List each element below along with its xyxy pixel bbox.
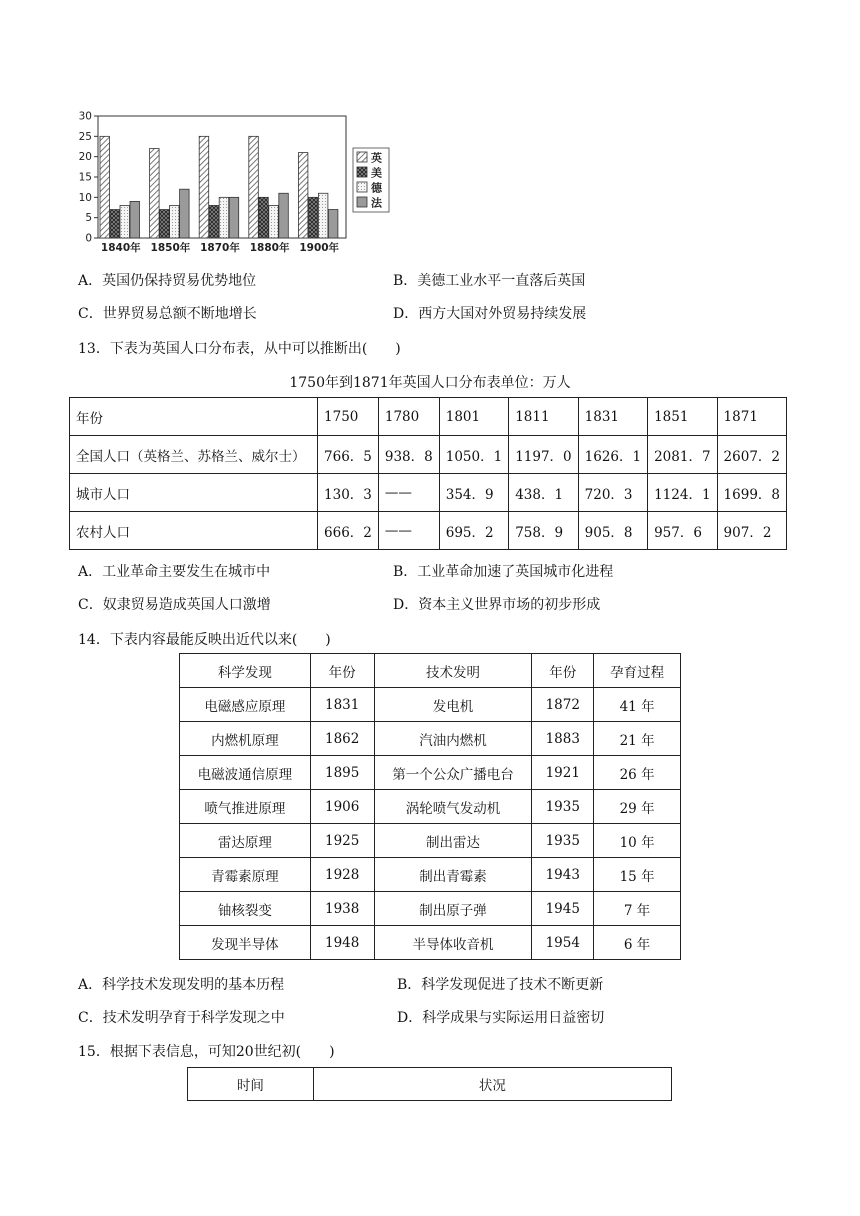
x-tick-label: 1850年 bbox=[150, 242, 191, 254]
science-table-cell: 半导体收音机 bbox=[374, 926, 532, 960]
population-table-cell: 938．8 bbox=[378, 436, 439, 474]
population-table-cell: —— bbox=[378, 474, 439, 512]
legend-swatch bbox=[357, 167, 367, 177]
bar-美 bbox=[110, 210, 120, 238]
population-table-cell: 695．2 bbox=[439, 512, 508, 550]
trade-bar-chart bbox=[70, 108, 400, 256]
science-table-cell: 1945 bbox=[532, 892, 594, 926]
science-table-row bbox=[180, 858, 681, 892]
science-table-header-row bbox=[180, 654, 681, 688]
bar-德 bbox=[269, 205, 279, 238]
bar-德 bbox=[170, 205, 180, 238]
science-table-row bbox=[180, 790, 681, 824]
y-tick-label: 20 bbox=[78, 151, 92, 164]
x-tick-label: 1840年 bbox=[100, 242, 141, 254]
science-table-cell: 1872 bbox=[532, 688, 594, 722]
q13-option-b: B．工业革命加速了英国城市化进程 bbox=[393, 564, 614, 580]
q13-option-c: C．奴隶贸易造成英国人口激增 bbox=[78, 597, 271, 613]
chart-bars bbox=[100, 136, 338, 238]
science-table-header-cell: 孕育过程 bbox=[594, 654, 681, 688]
population-table-cell: 城市人口 bbox=[70, 474, 318, 512]
population-table-row bbox=[70, 474, 787, 512]
science-table-cell: 制出青霉素 bbox=[374, 858, 532, 892]
bar-美 bbox=[308, 197, 318, 238]
q15-table-header-row bbox=[188, 1068, 672, 1101]
science-table-cell: 1935 bbox=[532, 790, 594, 824]
q14-stem: 14．下表内容最能反映出近代以来( ) bbox=[78, 632, 331, 648]
bar-英 bbox=[249, 136, 258, 238]
population-table-cell: 130．3 bbox=[318, 474, 379, 512]
science-table-cell: 涡轮喷气发动机 bbox=[374, 790, 532, 824]
legend-label: 英 bbox=[371, 151, 382, 165]
science-table-cell: 15 年 bbox=[594, 858, 681, 892]
science-table-cell: 制出原子弹 bbox=[374, 892, 532, 926]
bar-法 bbox=[130, 201, 140, 238]
population-table-cell: 1626．1 bbox=[578, 436, 647, 474]
chart-x-labels bbox=[101, 241, 340, 254]
x-tick-label: 1880年 bbox=[249, 242, 290, 254]
population-table-cell: 全国人口（英格兰、苏格兰、威尔士） bbox=[70, 436, 318, 474]
population-table-header-cell: 1801 bbox=[439, 398, 508, 436]
legend-swatch bbox=[357, 152, 367, 162]
q14-option-a: A．科学技术发现发明的基本历程 bbox=[78, 977, 285, 993]
science-table-row bbox=[180, 926, 681, 960]
x-tick-label: 1900年 bbox=[299, 242, 340, 254]
population-table-cell: 1124．1 bbox=[648, 474, 717, 512]
population-table-cell: 907．2 bbox=[717, 512, 786, 550]
population-table-header-cell: 1811 bbox=[509, 398, 578, 436]
bar-英 bbox=[298, 153, 308, 238]
q13-option-d: D．资本主义世界市场的初步形成 bbox=[393, 597, 601, 613]
science-table-cell: 制出雷达 bbox=[374, 824, 532, 858]
science-table-cell: 6 年 bbox=[594, 926, 681, 960]
legend-label: 美 bbox=[371, 166, 382, 180]
y-tick-label: 10 bbox=[78, 191, 92, 204]
y-tick-label: 0 bbox=[85, 232, 92, 245]
population-table-cell: 1699．8 bbox=[717, 474, 786, 512]
science-technology-table bbox=[179, 653, 681, 960]
science-table-row bbox=[180, 824, 681, 858]
science-table-cell: 21 年 bbox=[594, 722, 681, 756]
science-table-cell: 7 年 bbox=[594, 892, 681, 926]
bar-英 bbox=[199, 136, 209, 238]
y-tick-label: 15 bbox=[78, 171, 92, 184]
population-table-cell: 1050．1 bbox=[439, 436, 508, 474]
science-table-row bbox=[180, 892, 681, 926]
q14-option-c: C．技术发明孕育于科学发现之中 bbox=[78, 1010, 285, 1026]
population-table-cell: 438．1 bbox=[509, 474, 578, 512]
science-table-cell: 29 年 bbox=[594, 790, 681, 824]
science-table-cell: 41 年 bbox=[594, 688, 681, 722]
population-table-row bbox=[70, 512, 787, 550]
population-table-cell: 农村人口 bbox=[70, 512, 318, 550]
x-tick-label: 1870年 bbox=[200, 242, 240, 254]
bar-法 bbox=[328, 210, 338, 238]
science-table-cell: 电磁感应原理 bbox=[180, 688, 311, 722]
science-table-cell: 青霉素原理 bbox=[180, 858, 311, 892]
population-table-header-cell: 1750 bbox=[318, 398, 379, 436]
population-table-row bbox=[70, 436, 787, 474]
population-table-cell: 905．8 bbox=[578, 512, 647, 550]
population-table bbox=[69, 397, 787, 550]
science-table-cell: 1883 bbox=[532, 722, 594, 756]
science-table-header-cell: 技术发明 bbox=[374, 654, 532, 688]
population-table-cell: 666．2 bbox=[318, 512, 379, 550]
population-table-cell: 1197．0 bbox=[509, 436, 578, 474]
population-table-cell: 957．6 bbox=[648, 512, 717, 550]
science-table-cell: 1943 bbox=[532, 858, 594, 892]
bar-法 bbox=[279, 193, 289, 238]
population-table-cell: 720．3 bbox=[578, 474, 647, 512]
science-table-cell: 发现半导体 bbox=[180, 926, 311, 960]
population-table-header-cell: 1851 bbox=[648, 398, 717, 436]
science-table-cell: 1862 bbox=[310, 722, 374, 756]
population-table-header-cell: 年份 bbox=[70, 398, 318, 436]
q12-option-b: B．美德工业水平一直落后英国 bbox=[393, 273, 586, 289]
q13-stem: 13．下表为英国人口分布表，从中可以推断出( ) bbox=[78, 341, 401, 357]
population-table-cell: 2081．7 bbox=[648, 436, 717, 474]
science-table-cell: 电磁波通信原理 bbox=[180, 756, 311, 790]
chart-legend bbox=[353, 148, 389, 212]
bar-法 bbox=[229, 197, 239, 238]
science-table-cell: 1948 bbox=[310, 926, 374, 960]
bar-法 bbox=[180, 189, 190, 238]
science-table-header-cell: 年份 bbox=[532, 654, 594, 688]
science-table-row bbox=[180, 756, 681, 790]
q14-option-d: D．科学成果与实际运用日益密切 bbox=[397, 1010, 605, 1026]
science-table-cell: 10 年 bbox=[594, 824, 681, 858]
legend-swatch bbox=[357, 197, 367, 207]
q13-option-a: A．工业革命主要发生在城市中 bbox=[78, 564, 271, 580]
population-table-cell: —— bbox=[378, 512, 439, 550]
science-table-header-cell: 科学发现 bbox=[180, 654, 311, 688]
population-table-header-cell: 1780 bbox=[378, 398, 439, 436]
y-tick-label: 25 bbox=[78, 130, 92, 143]
bar-德 bbox=[219, 197, 229, 238]
q15-stem: 15．根据下表信息，可知20世纪初( ) bbox=[78, 1044, 335, 1060]
bar-英 bbox=[100, 136, 110, 238]
q15-table-header-cell: 状况 bbox=[313, 1068, 671, 1101]
population-table-cell: 758．9 bbox=[509, 512, 578, 550]
bar-德 bbox=[318, 193, 328, 238]
science-table-cell: 第一个公众广播电台 bbox=[374, 756, 532, 790]
science-table-cell: 内燃机原理 bbox=[180, 722, 311, 756]
bar-美 bbox=[209, 205, 219, 238]
bar-德 bbox=[120, 205, 130, 238]
q12-option-a: A．英国仍保持贸易优势地位 bbox=[78, 273, 257, 289]
q13-table-caption: 1750年到1871年英国人口分布表单位：万人 bbox=[289, 375, 571, 391]
q15-table-header-cell: 时间 bbox=[188, 1068, 314, 1101]
science-table-row bbox=[180, 688, 681, 722]
population-table-header-cell: 1871 bbox=[717, 398, 786, 436]
science-table-cell: 26 年 bbox=[594, 756, 681, 790]
legend-swatch bbox=[357, 182, 367, 192]
science-table-cell: 汽油内燃机 bbox=[374, 722, 532, 756]
science-table-cell: 1928 bbox=[310, 858, 374, 892]
q15-table bbox=[187, 1067, 672, 1101]
legend-label: 德 bbox=[371, 181, 382, 195]
science-table-cell: 发电机 bbox=[374, 688, 532, 722]
q12-option-d: D．西方大国对外贸易持续发展 bbox=[393, 306, 587, 322]
q12-option-c: C．世界贸易总额不断地增长 bbox=[78, 306, 257, 322]
science-table-cell: 铀核裂变 bbox=[180, 892, 311, 926]
science-table-cell: 雷达原理 bbox=[180, 824, 311, 858]
science-table-cell: 1895 bbox=[310, 756, 374, 790]
population-table-header-cell: 1831 bbox=[578, 398, 647, 436]
legend-label: 法 bbox=[371, 196, 382, 210]
population-table-cell: 766．5 bbox=[318, 436, 379, 474]
science-table-cell: 1935 bbox=[532, 824, 594, 858]
science-table-cell: 1831 bbox=[310, 688, 374, 722]
bar-英 bbox=[150, 149, 160, 238]
population-table-cell: 354．9 bbox=[439, 474, 508, 512]
bar-美 bbox=[259, 197, 269, 238]
science-table-row bbox=[180, 722, 681, 756]
science-table-cell: 1906 bbox=[310, 790, 374, 824]
science-table-header-cell: 年份 bbox=[310, 654, 374, 688]
bar-美 bbox=[160, 210, 170, 238]
y-tick-label: 5 bbox=[85, 212, 92, 225]
population-table-cell: 2607．2 bbox=[717, 436, 786, 474]
science-table-cell: 1938 bbox=[310, 892, 374, 926]
y-tick-label: 30 bbox=[78, 110, 92, 123]
science-table-cell: 1954 bbox=[532, 926, 594, 960]
science-table-cell: 喷气推进原理 bbox=[180, 790, 311, 824]
q14-option-b: B．科学发现促进了技术不断更新 bbox=[397, 977, 604, 993]
population-table-header-row bbox=[70, 398, 787, 436]
science-table-cell: 1921 bbox=[532, 756, 594, 790]
science-table-cell: 1925 bbox=[310, 824, 374, 858]
